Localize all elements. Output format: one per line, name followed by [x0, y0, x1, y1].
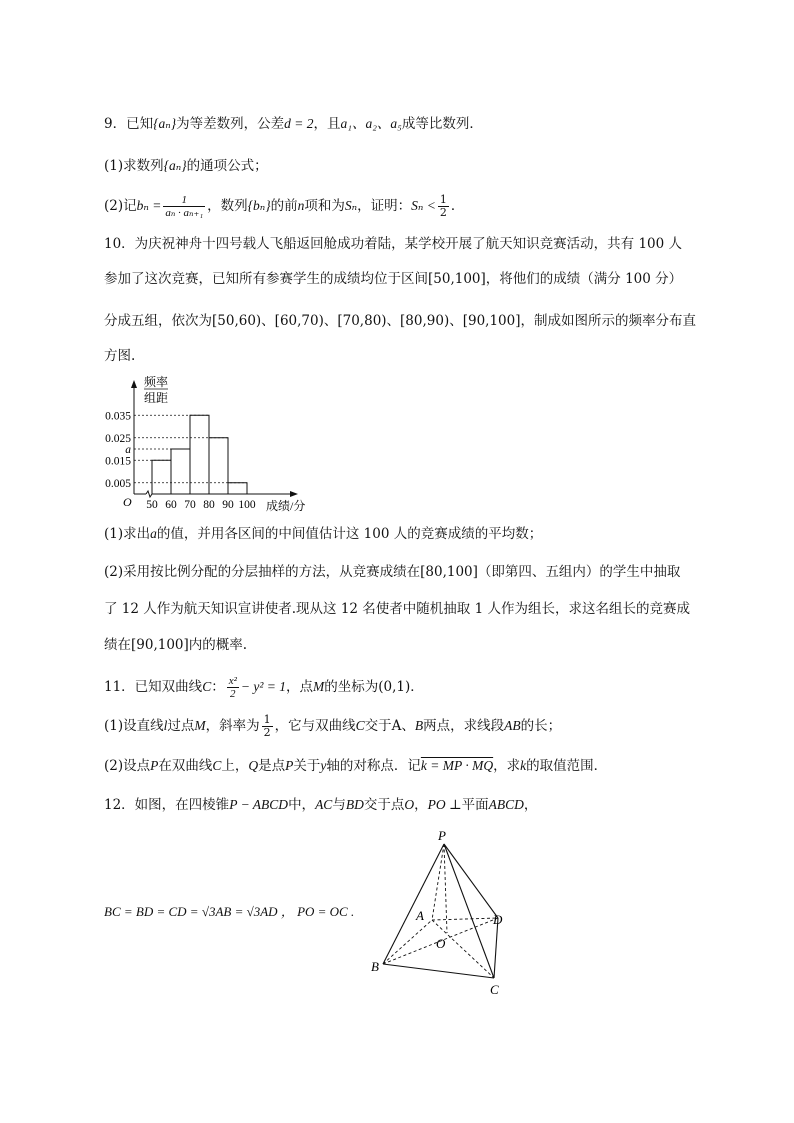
math: P: [285, 758, 294, 773]
math: M: [194, 718, 206, 733]
math: A: [391, 718, 402, 734]
math: [90,100]: [131, 637, 189, 653]
text: ，: [414, 797, 428, 813]
text: 交于: [364, 718, 392, 734]
y-tick-label: 0.005: [105, 477, 131, 490]
math: C: [355, 718, 365, 733]
ylabel-bottom: 组距: [143, 391, 169, 405]
math: AC: [315, 797, 333, 812]
q12-line-2: BC = BD = CD = √3AB = √3AD ， PO = OC .: [104, 904, 355, 919]
frac-num: 1: [439, 193, 447, 206]
edge-PC: [444, 844, 494, 978]
x-tick-label: 70: [184, 499, 196, 511]
histogram-marks: [105, 380, 298, 511]
math: O: [404, 797, 415, 812]
frac-den: aₙ · aₙ₊₁: [165, 207, 204, 219]
text: (1)求出: [104, 526, 151, 542]
x-axis-arrow: [290, 491, 298, 497]
text: （即第四、五组内）的学生中抽取: [477, 564, 681, 580]
histogram-bar: [190, 415, 209, 494]
edge-BC: [383, 964, 494, 978]
text: 参加了这次竞赛，已知所有参赛学生的成绩均位于区间: [104, 271, 428, 287]
y-tick-label: 0.025: [105, 432, 131, 445]
text: ，求: [493, 758, 521, 774]
xlabel: 成绩/分: [266, 499, 306, 513]
edge-AD: [432, 918, 498, 920]
text: 9．已知: [104, 116, 154, 132]
text: 过点: [167, 718, 195, 734]
math: y: [320, 758, 327, 773]
q11-line-1: [104, 673, 424, 701]
frequency-histogram: [96, 372, 306, 520]
math: [80,100]: [420, 564, 478, 580]
text: 轴的对称点．记: [326, 758, 421, 774]
ylabel-top: 频率: [143, 375, 169, 389]
text: 是点: [258, 758, 286, 774]
text: ，证明：: [357, 198, 412, 214]
math: P − ABCD: [229, 797, 289, 812]
math: d = 2: [284, 116, 314, 131]
vector-expression: k = MP · MQ: [420, 758, 494, 773]
text: 为等差数列，公差: [176, 116, 285, 132]
text: ：: [211, 679, 225, 695]
text: ，制成如图所示的频率分布直: [520, 313, 696, 329]
q10-part2-line3: [104, 635, 247, 655]
label-A: A: [416, 908, 424, 923]
text: 的长；: [520, 718, 562, 734]
edge-PD: [444, 844, 498, 918]
text: 的前: [270, 198, 298, 214]
text: 、: [401, 718, 415, 734]
text: ．: [410, 679, 424, 695]
text: ，数列: [207, 198, 248, 214]
frac-den: 2: [439, 206, 447, 219]
edge-CD: [494, 918, 498, 978]
label-B: B: [371, 959, 379, 974]
math: {aₙ}: [163, 158, 187, 173]
y-axis-arrow: [131, 380, 137, 388]
x-tick-label: 60: [165, 499, 177, 511]
math: [50,60)、[60,70)、[70,80)、[80,90)、[90,100]: [212, 313, 521, 329]
histogram-bar: [209, 438, 228, 494]
fraction: [438, 194, 449, 219]
q10-part2-line2: 了 12 人作为航天知识宣讲使者.现从这 12 名使者中随机抽取 1 人作为组长，求这名组长的竞赛成: [104, 601, 690, 617]
text: 关于: [293, 758, 321, 774]
q10-line-3: [104, 311, 696, 331]
text: 在双曲线: [158, 758, 213, 774]
text: (2)设点: [104, 758, 151, 774]
y-tick-label: a: [125, 444, 131, 456]
x-tick-label: 80: [203, 499, 215, 511]
text: 分成五组，依次为: [104, 313, 212, 329]
histogram-bar: [152, 460, 171, 494]
math: BD: [345, 797, 364, 812]
frac-num: 1: [163, 194, 205, 207]
text: ，: [523, 797, 538, 813]
fraction: [262, 714, 273, 739]
math: bₙ =: [136, 198, 162, 213]
text: ，它与双曲线: [274, 718, 356, 734]
x-axis-break: [146, 491, 152, 497]
label-C: C: [490, 982, 499, 997]
text: (1)求数列: [104, 158, 164, 174]
text: 成等比数列．: [401, 116, 483, 132]
q11-line-2: [104, 712, 561, 740]
fraction: [163, 194, 205, 219]
x-tick-label: 50: [146, 499, 158, 511]
q9-line-2: [104, 156, 268, 176]
math: {bₙ}: [247, 198, 271, 213]
pyramid-figure: [366, 826, 526, 998]
math: l: [163, 718, 168, 733]
q10-part2-line1: [104, 562, 680, 582]
text: 项和为: [304, 198, 345, 214]
math: [50,100]: [428, 271, 486, 287]
fraction: [227, 675, 239, 700]
text: 的取值范围．: [526, 758, 608, 774]
text: 的值，并用各区间的中间值估计这 100 人的竞赛成绩的平均数；: [156, 526, 543, 542]
text: 与: [332, 797, 346, 813]
y-tick-label: 0.015: [105, 455, 131, 468]
q10-line-2: [104, 269, 682, 289]
math: n: [297, 198, 305, 213]
x-tick-label: 100: [238, 499, 256, 511]
text: (1)设直线: [104, 718, 164, 734]
math: Sₙ: [344, 198, 358, 213]
q9-line-3: [104, 192, 464, 220]
math: C: [212, 758, 222, 773]
math: k: [520, 758, 527, 773]
math: P: [150, 758, 159, 773]
math: Q: [248, 758, 259, 773]
histogram-bar: [228, 483, 247, 494]
text: ，且: [313, 116, 341, 132]
text: ，点: [286, 679, 314, 695]
text: (2)记: [104, 198, 137, 214]
label-P: P: [438, 828, 446, 843]
math: C: [202, 679, 212, 694]
text: 上，: [221, 758, 249, 774]
y-tick-label: 0.035: [105, 410, 131, 423]
math: − y² = 1: [240, 679, 287, 694]
text: 的坐标为: [324, 679, 379, 695]
q10-line-4: 方图.: [104, 348, 136, 364]
frac-num: 1: [263, 713, 271, 726]
text: 内的概率.: [188, 637, 248, 653]
text: ．: [450, 198, 465, 214]
text: 两点，求线段: [423, 718, 505, 734]
math: Sₙ <: [411, 198, 436, 213]
math: ABCD: [488, 797, 524, 812]
text: 中，: [288, 797, 316, 813]
text: 绩在: [104, 637, 131, 653]
q9-line-1: [104, 114, 483, 134]
math: a₁、a₂、a₅: [340, 116, 402, 131]
q11-line-3: [104, 756, 607, 776]
math: PO ⊥: [427, 797, 462, 812]
x-tick-label: 90: [222, 499, 234, 511]
math: {aₙ}: [153, 116, 177, 131]
label-O: O: [436, 936, 446, 951]
frac-num: x²: [228, 675, 237, 687]
q10-part1: [104, 524, 542, 544]
math: B: [414, 718, 424, 733]
histogram-bar: [171, 449, 190, 494]
text: ，斜率为: [205, 718, 260, 734]
math: (0,1): [378, 679, 411, 695]
text: 交于点: [363, 797, 405, 813]
text: ，将他们的成绩（满分 100 分）: [485, 271, 683, 287]
edge-BA: [383, 920, 432, 964]
math: a: [150, 526, 157, 541]
text: 11．已知双曲线: [104, 679, 203, 695]
frac-den: 2: [263, 726, 271, 739]
q12-line-1: [104, 795, 537, 815]
text: 的通项公式；: [186, 158, 268, 174]
label-D: D: [493, 912, 503, 927]
q10-line-1: 10．为庆祝神舟十四号载人飞船返回舱成功着陆，某学校开展了航天知识竞赛活动，共有 100 人: [104, 236, 683, 252]
text: 12．如图，在四棱锥: [104, 797, 230, 813]
frac-den: 2: [230, 688, 236, 700]
math: AB: [504, 718, 521, 733]
origin-label: O: [123, 495, 132, 509]
text: 平面: [461, 797, 489, 813]
math: M: [313, 679, 325, 694]
text: (2)采用按比例分配的分层抽样的方法，从竞赛成绩在: [104, 564, 421, 580]
